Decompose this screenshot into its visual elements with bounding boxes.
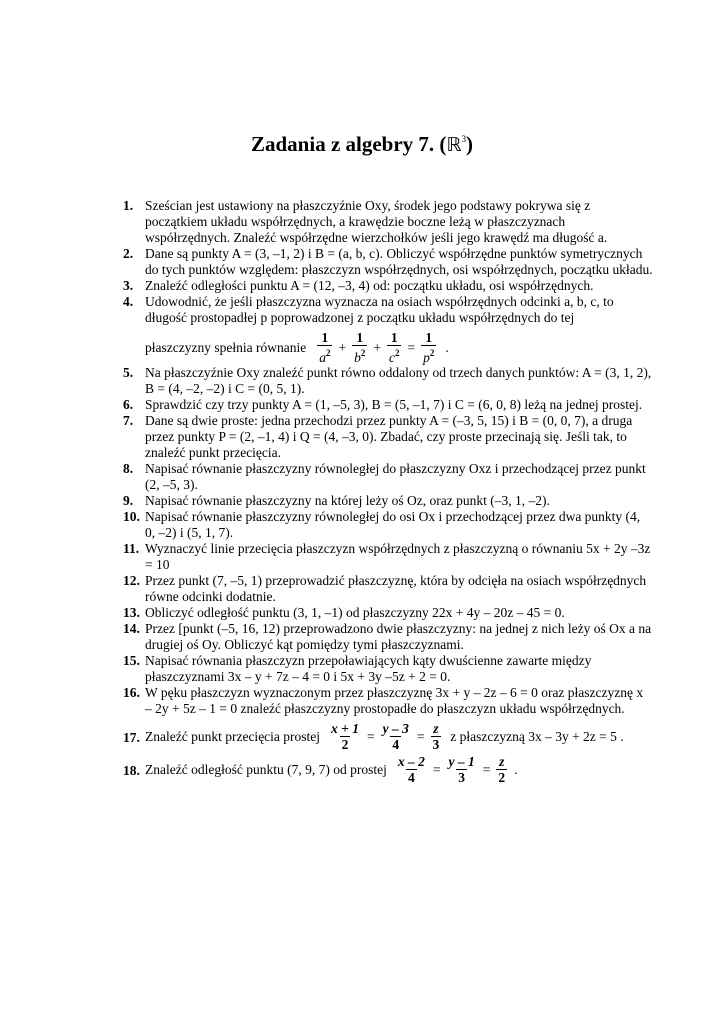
fraction xyxy=(387,330,402,365)
denominator: $c^2$ xyxy=(387,345,402,365)
item-number: 2. xyxy=(123,246,134,261)
period: . xyxy=(514,761,518,777)
list-item xyxy=(123,365,653,397)
numerator: z xyxy=(499,754,505,769)
item-text: Udowodnić, że jeśli płaszczyzna wyznacza na osiach współrzędnych odcinki a, b, c, to długość prostopadłej p poprowadzonej z początku układu współrzędnych do tej xyxy=(145,294,614,325)
item-text: Wyznaczyć linie przecięcia płaszczyzn współrzędnych z płaszczyzną o równaniu 5x + 2y –3z = 10 xyxy=(145,541,651,572)
numerator: 1 xyxy=(390,330,398,345)
item-text: W pęku płaszczyzn wyznaczonym przez płaszczyznę 3x + y – 2z – 6 = 0 oraz płaszczyznę x – 2y + 5z – 1 = 0 znaleźć płaszczyzny prostopadłe do płaszczyzn układu współrzędnych. xyxy=(145,685,644,716)
item-number: 10. xyxy=(123,509,140,524)
equals-sign: = xyxy=(482,761,491,777)
item-number: 14. xyxy=(123,621,140,636)
denominator: 2 xyxy=(341,737,349,752)
denominator: 3 xyxy=(432,737,440,752)
period: . xyxy=(445,339,449,355)
line-equation xyxy=(326,721,444,752)
real-numbers-symbol: ℝ xyxy=(446,134,462,156)
denominator: $b^2$ xyxy=(352,345,367,365)
list-item xyxy=(123,413,653,461)
item-text: Dane są dwie proste: jedna przechodzi przez punkty A = (–3, 5, 15) i B = (0, 0, 7), a druga przez punkty P = (2, –1, 4) i Q = (4, –3, 0). Zbadać, czy proste przecinają się. Jeśli tak, to znaleźć punkt przecięcia. xyxy=(145,413,633,460)
numerator: 1 xyxy=(356,330,364,345)
denominator: 4 xyxy=(407,770,415,785)
item-text-tail: z płaszczyzną 3x – 3y + 2z = 5 . xyxy=(450,728,624,744)
title-close: ) xyxy=(465,132,473,156)
item-number: 1. xyxy=(123,198,134,213)
exercise-list xyxy=(123,198,653,785)
list-item xyxy=(123,721,653,752)
list-item xyxy=(123,685,653,717)
list-item xyxy=(123,621,653,653)
item-number: 7. xyxy=(123,413,134,428)
item-number: 6. xyxy=(123,397,134,412)
title-superscript: 3 xyxy=(461,134,466,144)
item-text: Na płaszczyźnie Oxy znaleźć punkt równo oddalony od trzech danych punktów: A = (3, 1, 2), B = (4, –2, –2) i C = (0, 5, 1). xyxy=(145,365,652,396)
fraction xyxy=(421,330,436,365)
fraction xyxy=(352,330,367,365)
equation-line xyxy=(145,330,653,365)
denominator: 2 xyxy=(498,770,506,785)
item-number: 4. xyxy=(123,294,134,309)
item-number: 11. xyxy=(123,541,140,556)
list-item xyxy=(123,573,653,605)
item-number: 12. xyxy=(123,573,140,588)
numerator: y – 1 xyxy=(448,754,475,769)
list-item xyxy=(123,754,653,785)
denominator: 3 xyxy=(458,770,465,785)
equals-sign: = xyxy=(367,728,375,744)
list-item xyxy=(123,294,653,365)
fraction xyxy=(496,754,507,785)
fraction xyxy=(446,754,476,785)
list-item xyxy=(123,397,653,413)
numerator: 1 xyxy=(321,330,329,345)
item-text: Znaleźć odległość punktu (7, 9, 7) od prostej xyxy=(145,761,387,777)
denominator: $p^2$ xyxy=(421,345,436,365)
item-text: Przez [punkt (–5, 16, 12) przeprowadzono dwie płaszczyzny: na jednej z nich leży oś Ox a na drugiej oś Oy. Obliczyć kąt pomiędzy tymi płaszczyznami. xyxy=(145,621,652,652)
equation-lead-text: płaszczyzny spełnia równanie xyxy=(145,339,307,355)
item-text: Sprawdzić czy trzy punkty A = (1, –5, 3), B = (5, –1, 7) i C = (6, 0, 8) leżą na jednej prostej. xyxy=(145,397,643,412)
plus-sign: + xyxy=(373,339,381,355)
formula-reciprocal-squares xyxy=(314,330,439,365)
item-text: Sześcian jest ustawiony na płaszczyźnie Oxy, środek jego podstawy pokrywa się z początkiem układu współrzędnych, a krawędzie boczne leżą w płaszczyznach współrzędnych. Znaleźć współrzędne wierzchołków jeśli jego krawędź ma długość a. xyxy=(145,198,608,245)
fraction xyxy=(396,754,427,785)
fraction xyxy=(431,721,442,752)
item-text: Przez punkt (7, –5, 1) przeprowadzić płaszczyznę, która by odcięła na osiach współrzędnych równe odcinki dodatnie. xyxy=(145,573,647,604)
numerator: z xyxy=(433,721,439,736)
item-number: 13. xyxy=(123,605,140,620)
fraction xyxy=(329,721,361,752)
item-number: 18. xyxy=(123,763,140,778)
list-item xyxy=(123,278,653,294)
item-text: Napisać równania płaszczyzn przepoławiających kąty dwuścienne zawarte między płaszczyznami 3x – y + 7z – 4 = 0 i 5x + 3y –5z + 2 = 0. xyxy=(145,653,592,684)
fraction xyxy=(317,330,332,365)
item-number: 16. xyxy=(123,685,140,700)
item-text: Napisać równanie płaszczyzny na której leży oś Oz, oraz punkt (–3, 1, –2). xyxy=(145,493,550,508)
list-item xyxy=(123,605,653,621)
plus-sign: + xyxy=(338,339,347,355)
item-number: 5. xyxy=(123,365,134,380)
equals-sign: = xyxy=(416,728,425,744)
item-number: 15. xyxy=(123,653,140,668)
item-number: 9. xyxy=(123,493,134,508)
item-text: Obliczyć odległość punktu (3, 1, –1) od płaszczyzny 22x + 4y – 20z – 45 = 0. xyxy=(145,605,565,620)
equals-sign: = xyxy=(432,761,441,777)
page-title xyxy=(0,132,724,157)
denominator: $a^2$ xyxy=(317,345,332,365)
list-item xyxy=(123,493,653,509)
numerator: 1 xyxy=(425,330,433,345)
list-item xyxy=(123,198,653,246)
numerator: y – 3 xyxy=(382,721,409,736)
item-text: Napisać równanie płaszczyzny równoległej do płaszczyzny Oxz i przechodzącej przez punkt (2, –5, 3). xyxy=(145,461,646,492)
title-text: Zadania z algebry 7. ( xyxy=(251,132,447,156)
list-item xyxy=(123,461,653,493)
item-number: 17. xyxy=(123,730,140,745)
numerator: x – 2 xyxy=(397,754,425,769)
list-item xyxy=(123,246,653,278)
item-number: 8. xyxy=(123,461,134,476)
equals-sign: = xyxy=(407,339,416,355)
item-text: Znaleźć odległości punktu A = (12, –3, 4) od: początku układu, osi współrzędnych. xyxy=(145,278,594,293)
item-text: Znaleźć punkt przecięcia prostej xyxy=(145,728,321,744)
list-item xyxy=(123,653,653,685)
numerator: x + 1 xyxy=(331,721,359,736)
list-item xyxy=(123,541,653,573)
list-item xyxy=(123,509,653,541)
item-text: Dane są punkty A = (3, –1, 2) i B = (a, b, c). Obliczyć współrzędne punktów symetrycznych do tych punktów względem: płaszczyzn współrzędnych, osi współrzędnych, początku układu. xyxy=(145,246,653,277)
item-number: 3. xyxy=(123,278,134,293)
fraction xyxy=(381,721,411,752)
denominator: 4 xyxy=(392,737,400,752)
line-equation xyxy=(393,754,510,785)
item-text: Napisać równanie płaszczyzny równoległej do osi Ox i przechodzącej przez dwa punkty (4, 0, –2) i (5, 1, 7). xyxy=(145,509,641,540)
